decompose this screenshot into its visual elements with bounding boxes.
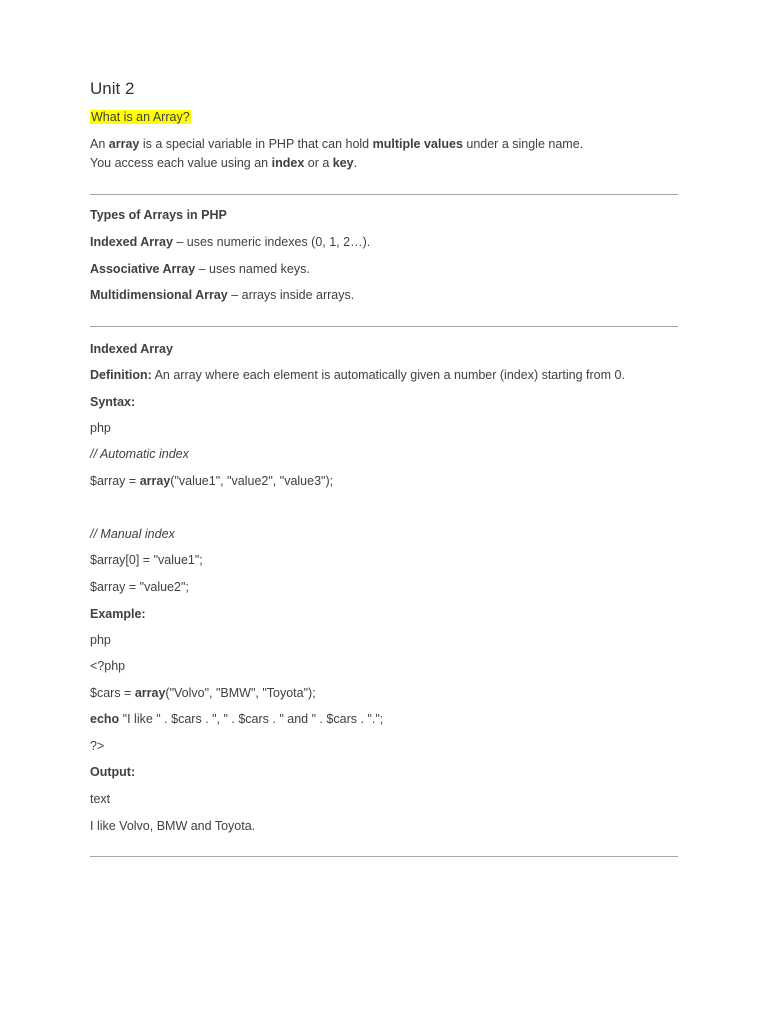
text-run: or a	[304, 156, 333, 170]
text-run: – uses numeric indexes (0, 1, 2…).	[172, 235, 371, 249]
code-line-cars	[90, 685, 316, 701]
italic-comment: // Automatic index	[90, 447, 189, 461]
definition-line	[90, 367, 625, 383]
bold-term: Definition:	[90, 368, 152, 382]
italic-comment: // Manual index	[90, 527, 175, 541]
code-line-echo	[90, 711, 383, 727]
bold-term: Associative Array	[90, 262, 196, 276]
text-run: under a single name.	[462, 137, 584, 151]
bold-keyword: echo	[90, 712, 120, 726]
output-label	[90, 764, 135, 780]
text-run: is a special variable in PHP that can hold	[139, 137, 373, 151]
example-lang: php	[90, 633, 111, 647]
code-line-manual-1: $array[0] = "value1";	[90, 553, 203, 567]
heading-text: Types of Arrays in PHP	[90, 208, 227, 222]
types-heading	[90, 207, 227, 223]
bold-keyword: array	[139, 474, 171, 488]
type-item-multidimensional	[90, 287, 354, 303]
text-run: $array =	[90, 474, 140, 488]
output-lang: text	[90, 792, 111, 806]
section-question	[90, 109, 191, 125]
code-comment-manual	[90, 526, 175, 542]
code-comment-auto	[90, 446, 189, 462]
type-item-indexed	[90, 234, 370, 250]
text-run: "I like " . $cars . ", " . $cars . " and " . $cars . ".";	[119, 712, 384, 726]
bold-term: Indexed Array	[90, 235, 173, 249]
divider	[90, 856, 678, 857]
example-label	[90, 606, 146, 622]
highlighted-question: What is an Array?	[91, 110, 190, 124]
text-run: – uses named keys.	[195, 262, 310, 276]
divider	[90, 326, 678, 327]
bold-term: Output:	[90, 765, 136, 779]
intro-line-1	[90, 136, 583, 152]
heading-text: Indexed Array	[90, 342, 173, 356]
text-run: $cars =	[90, 686, 135, 700]
bold-term: Syntax:	[90, 395, 136, 409]
bold-term: index	[271, 156, 305, 170]
text-run: ("value1", "value2", "value3");	[170, 474, 334, 488]
text-run: An	[90, 137, 109, 151]
page-title: Unit 2	[90, 79, 135, 98]
code-line-auto	[90, 473, 333, 489]
type-item-associative	[90, 261, 310, 277]
intro-line-2	[90, 155, 357, 171]
bold-keyword: array	[134, 686, 166, 700]
syntax-label	[90, 394, 135, 410]
text-run: ("Volvo", "BMW", "Toyota");	[165, 686, 316, 700]
bold-term: Example:	[90, 607, 146, 621]
bold-term: Multidimensional Array	[90, 288, 228, 302]
code-line-php-close: ?>	[90, 739, 105, 753]
text-run: You access each value using an	[90, 156, 272, 170]
syntax-lang: php	[90, 421, 111, 435]
text-run: .	[353, 156, 358, 170]
indexed-heading	[90, 341, 173, 357]
bold-term: array	[108, 137, 140, 151]
output-text: I like Volvo, BMW and Toyota.	[90, 819, 256, 833]
bold-term: multiple values	[372, 137, 463, 151]
text-run: – arrays inside arrays.	[227, 288, 355, 302]
bold-term: key	[332, 156, 354, 170]
divider	[90, 194, 678, 195]
code-line-php-open: <?php	[90, 659, 126, 673]
code-line-manual-2: $array = "value2";	[90, 580, 189, 594]
text-run: An array where each element is automatically given a number (index) starting from 0.	[151, 368, 625, 382]
